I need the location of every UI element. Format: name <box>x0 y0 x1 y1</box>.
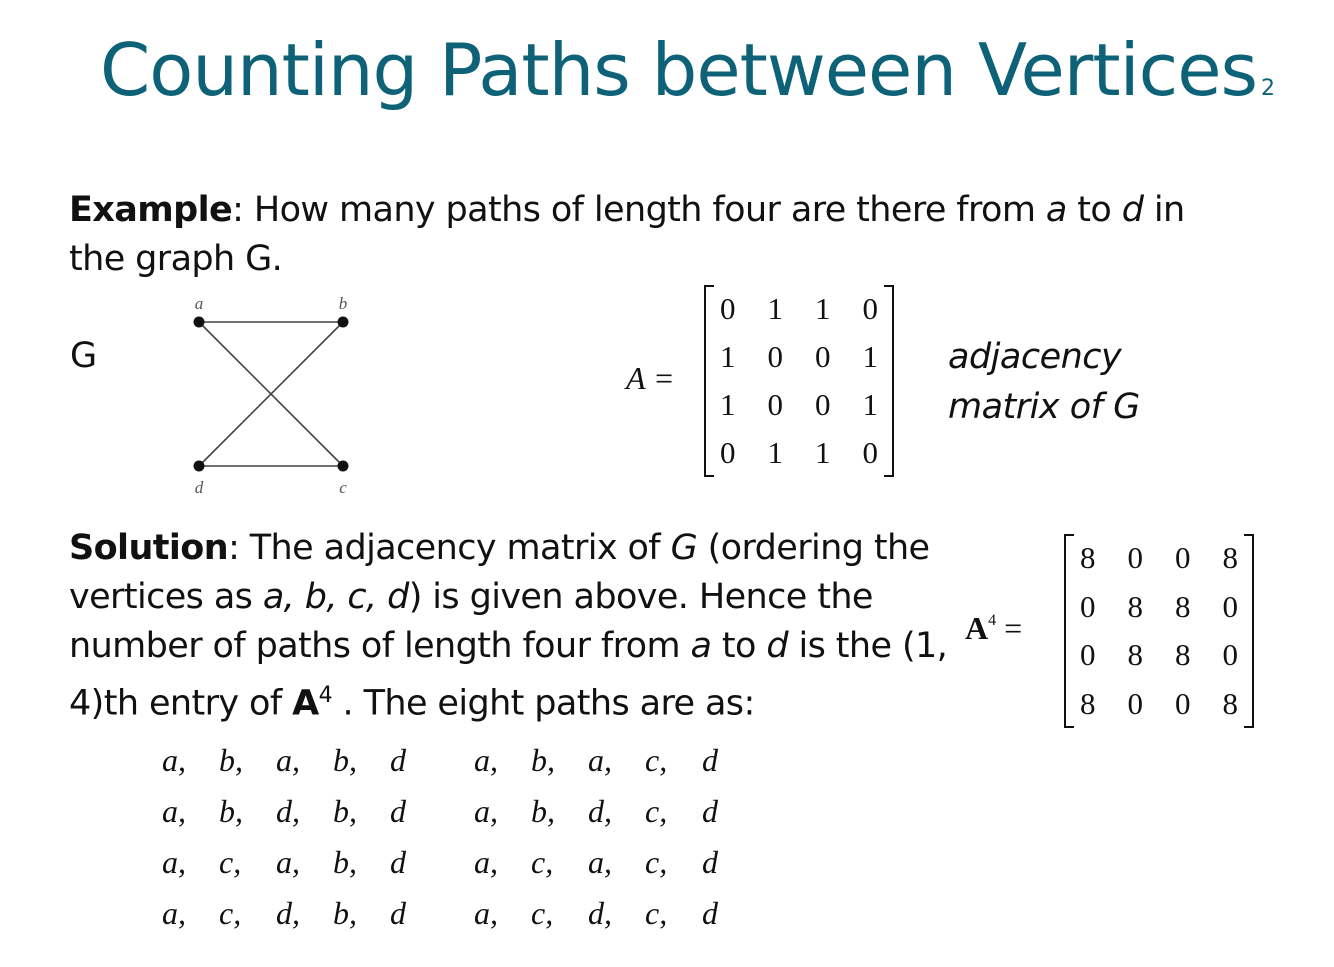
path-vertex: d, <box>276 895 300 931</box>
a4-letter: A <box>965 610 989 646</box>
solution-text: . The eight paths are as: <box>332 683 755 724</box>
graph-label: G <box>70 336 98 376</box>
matrix-cell: 1 <box>767 435 783 470</box>
vertex-b <box>338 317 349 328</box>
vertex-c <box>338 461 349 472</box>
solution-text: ) is given above. Hence the number of paths of length four from <box>69 577 873 666</box>
path-vertex: d <box>390 742 406 778</box>
matrix-cell: 8 <box>1175 637 1191 673</box>
matrix-cell: 8 <box>1222 540 1238 576</box>
path-vertex: c, <box>219 895 242 931</box>
path-vertex: c, <box>645 844 668 880</box>
adjacency-note-line2: matrix of G <box>948 387 1140 427</box>
path-vertex: a, <box>474 895 498 931</box>
adjacency-matrix <box>704 285 894 477</box>
matrix-cell: 8 <box>1222 685 1238 721</box>
matrix-cell: 0 <box>815 387 831 422</box>
vertex-label-c: c <box>339 478 347 497</box>
path-vertex: b, <box>531 742 555 778</box>
var-a: a <box>690 626 712 666</box>
exponent: 4 <box>318 683 332 708</box>
matrix-cell: 1 <box>862 339 878 374</box>
solution-text: (ordering the vertices as <box>69 528 930 617</box>
example-text: : How many paths of length four are there from <box>232 190 1046 230</box>
path-vertex: a, <box>474 844 498 880</box>
vertex-label-a: a <box>194 294 204 313</box>
path-vertex: d <box>702 742 718 778</box>
a4-equals: = <box>1004 610 1023 646</box>
matrix-cell: 1 <box>720 387 736 422</box>
path-row <box>162 895 447 946</box>
example-text: in the graph G. <box>69 190 1185 279</box>
path-vertex: d <box>390 793 406 829</box>
matrix-cell: 8 <box>1127 588 1143 624</box>
matrix-cell: 0 <box>1175 685 1191 721</box>
solution-text: to <box>711 626 767 666</box>
matrix-cell: 0 <box>1127 685 1143 721</box>
vertex-order: a, b, c, d <box>262 577 409 617</box>
path-vertex: b, <box>333 844 357 880</box>
path-row <box>474 742 759 793</box>
path-vertex: a, <box>276 844 300 880</box>
solution-paragraph <box>69 524 949 729</box>
path-vertex: d <box>390 895 406 931</box>
matrix-cell: 0 <box>862 291 878 326</box>
path-row <box>162 742 447 793</box>
solution-text: is the (1, 4)th entry of <box>69 626 948 724</box>
slide-title-text: Counting Paths between Vertices <box>100 28 1258 112</box>
path-vertex: d, <box>588 895 612 931</box>
adjacency-note <box>948 332 1140 432</box>
matrix-cell: 1 <box>862 387 878 422</box>
path-row <box>162 793 447 844</box>
adjacency-note-line1: adjacency <box>948 337 1122 377</box>
path-row <box>474 793 759 844</box>
matrix-cell: 0 <box>862 435 878 470</box>
matrix-cell: 0 <box>767 387 783 422</box>
example-text: to <box>1066 190 1122 230</box>
path-vertex: c, <box>645 793 668 829</box>
path-vertex: b, <box>333 793 357 829</box>
path-vertex: c, <box>531 895 554 931</box>
matrix-cell: 0 <box>1222 588 1238 624</box>
path-vertex: a, <box>474 793 498 829</box>
path-vertex: c, <box>645 742 668 778</box>
var-d: d <box>766 626 788 666</box>
path-vertex: d, <box>588 793 612 829</box>
path-vertex: d <box>390 844 406 880</box>
path-vertex: b, <box>531 793 555 829</box>
matrix-cell: 1 <box>720 339 736 374</box>
var-d: d <box>1121 190 1144 230</box>
matrix-cell: 0 <box>720 291 736 326</box>
page-number: 2 <box>1261 76 1275 101</box>
path-vertex: b, <box>219 742 243 778</box>
path-vertex: a, <box>276 742 300 778</box>
matrix-cell: 0 <box>1175 540 1191 576</box>
vertex-d <box>194 461 205 472</box>
path-vertex: a, <box>162 895 186 931</box>
example-label: Example <box>69 190 233 230</box>
matrix-cell: 8 <box>1080 685 1096 721</box>
vertex-label-b: b <box>338 294 348 313</box>
matrix-cell: 0 <box>1080 588 1096 624</box>
matrix-cell: 0 <box>1127 540 1143 576</box>
var-g: G <box>670 528 698 568</box>
path-vertex: d <box>702 895 718 931</box>
path-vertex: c, <box>531 844 554 880</box>
vertex-label-d: d <box>194 478 204 497</box>
matrix-a-label: A = <box>626 360 675 396</box>
graph-g-diagram <box>180 290 370 500</box>
path-vertex: a, <box>474 742 498 778</box>
path-vertex: d, <box>276 793 300 829</box>
slide-title <box>100 28 1274 112</box>
path-vertex: a, <box>588 742 612 778</box>
matrix-cell: 0 <box>815 339 831 374</box>
matrix-cell: 0 <box>1080 637 1096 673</box>
matrix-cell: 0 <box>720 435 736 470</box>
path-vertex: c, <box>219 844 242 880</box>
matrix-cell: 0 <box>1222 637 1238 673</box>
paths-list-left <box>162 742 447 946</box>
a4-matrix <box>1064 534 1254 728</box>
matrix-cell: 8 <box>1127 637 1143 673</box>
path-vertex: b, <box>333 742 357 778</box>
path-vertex: b, <box>219 793 243 829</box>
path-vertex: a, <box>588 844 612 880</box>
path-row <box>162 844 447 895</box>
matrix-cell: 0 <box>767 339 783 374</box>
path-row <box>474 895 759 946</box>
vertex-a <box>194 317 205 328</box>
matrix-a4-label <box>965 610 1022 647</box>
path-vertex: a, <box>162 742 186 778</box>
matrix-cell: 8 <box>1175 588 1191 624</box>
example-paragraph <box>69 186 1249 284</box>
paths-list-right <box>474 742 759 946</box>
a4-exponent: 4 <box>988 612 997 629</box>
path-row <box>474 844 759 895</box>
matrix-cell: 8 <box>1080 540 1096 576</box>
path-vertex: a, <box>162 844 186 880</box>
matrix-cell: 1 <box>815 291 831 326</box>
var-a: a <box>1045 190 1067 230</box>
matrix-cell: 1 <box>767 291 783 326</box>
path-vertex: a, <box>162 793 186 829</box>
solution-text: : The adjacency matrix of <box>228 528 671 568</box>
path-vertex: d <box>702 793 718 829</box>
path-vertex: b, <box>333 895 357 931</box>
solution-label: Solution <box>69 528 229 568</box>
matrix-a-bold: A <box>292 683 319 724</box>
matrix-cell: 1 <box>815 435 831 470</box>
path-vertex: c, <box>645 895 668 931</box>
path-vertex: d <box>702 844 718 880</box>
